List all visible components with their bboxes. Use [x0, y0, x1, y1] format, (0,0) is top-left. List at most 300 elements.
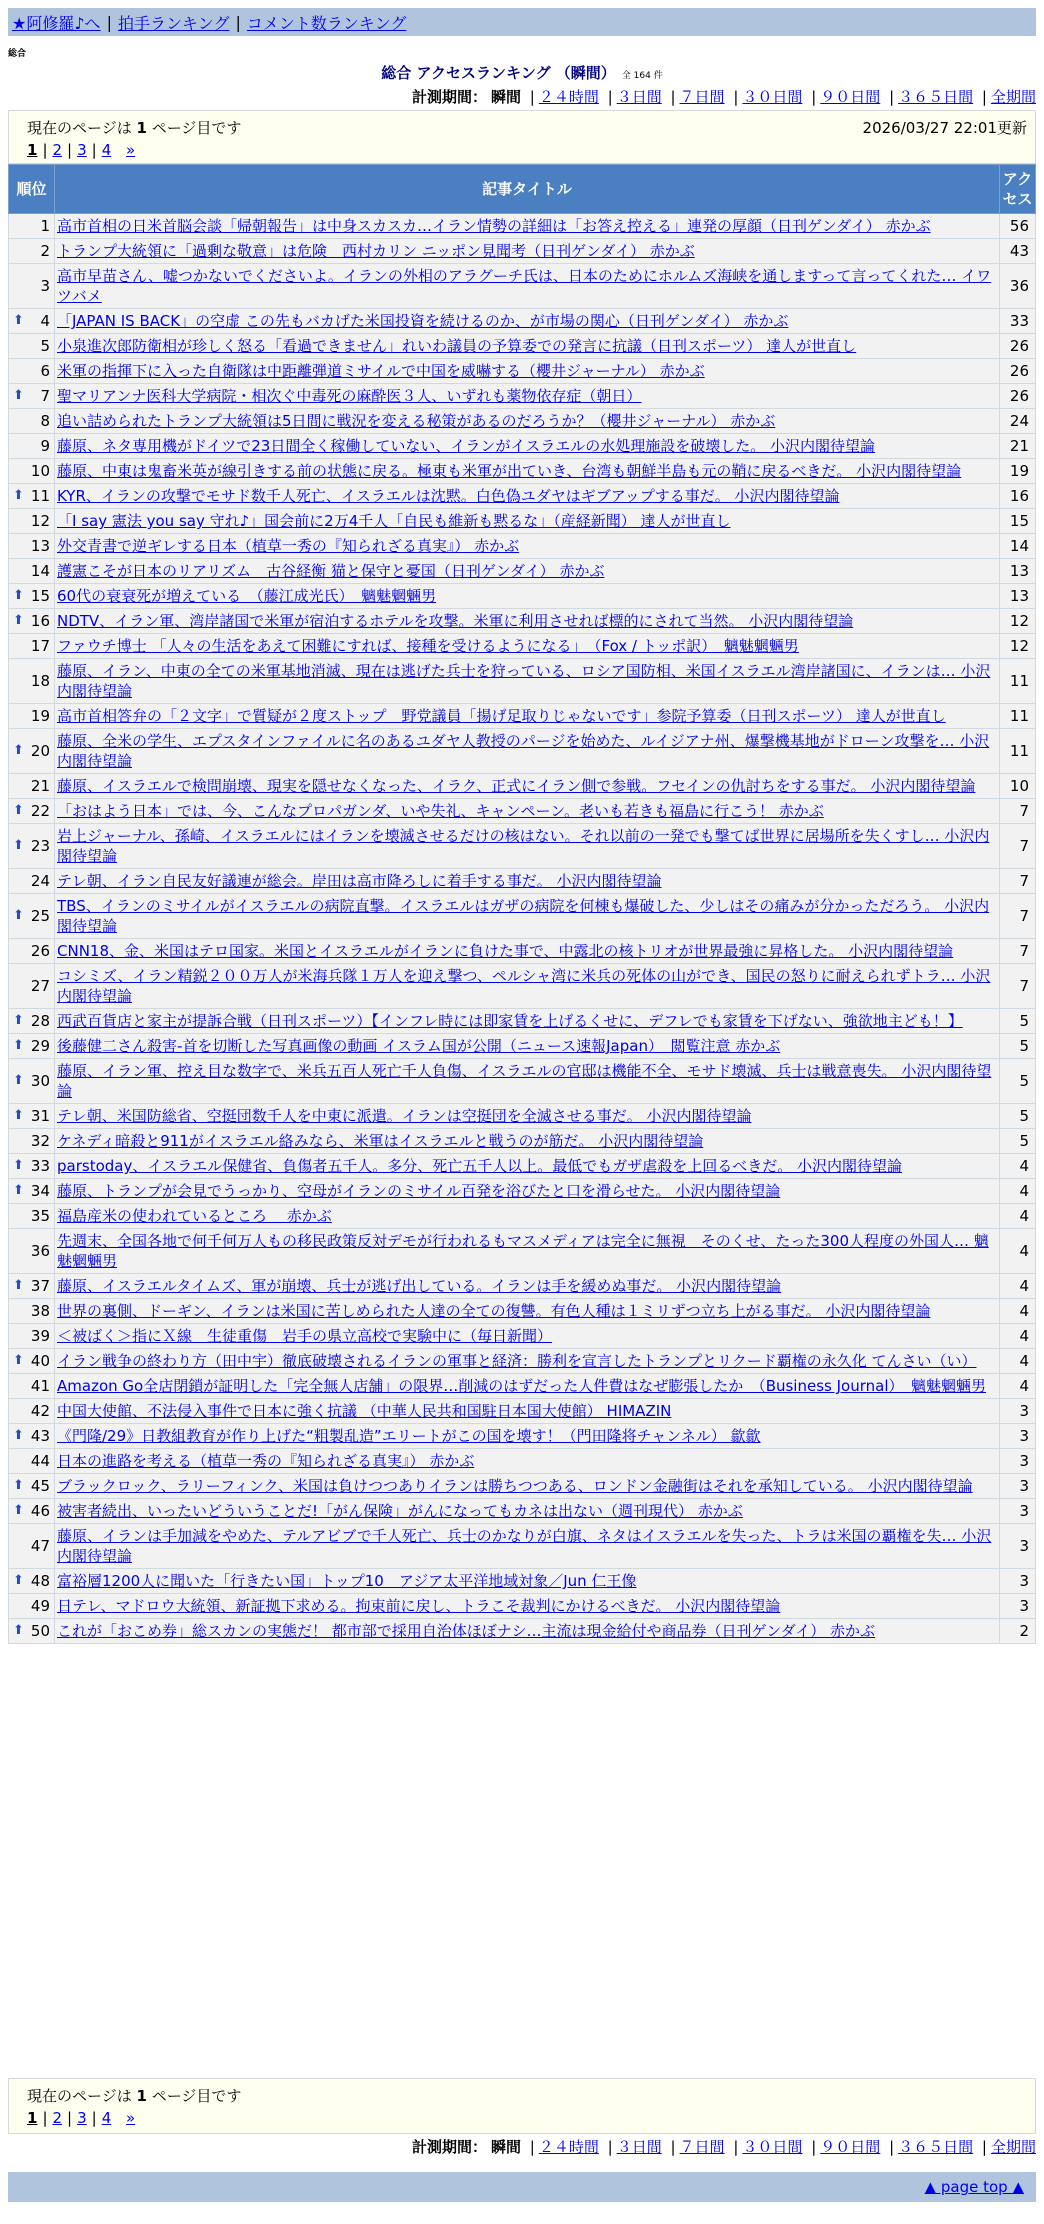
rank-number: 16: [30, 612, 50, 630]
rank-cell: [9, 1569, 55, 1594]
period-90d[interactable]: ９０日間: [820, 88, 881, 106]
page-top-link[interactable]: ▲ page top ▲: [924, 2178, 1024, 2196]
header-title: 記事タイトル: [55, 165, 1000, 214]
title-cell: [55, 1449, 1000, 1474]
rank-cell: [9, 334, 55, 359]
rank-number: 42: [30, 1402, 50, 1420]
page-link-4[interactable]: 4: [101, 141, 112, 159]
access-count: 12: [1000, 634, 1036, 659]
home-link[interactable]: ★阿修羅♪へ: [12, 13, 101, 33]
access-count: 26: [1000, 384, 1036, 409]
access-count: 33: [1000, 309, 1036, 334]
rank-cell: [9, 484, 55, 509]
rank-cell: [9, 609, 55, 634]
rank-cell: [9, 1449, 55, 1474]
title-cell: [55, 359, 1000, 384]
category-label: 総合: [8, 49, 27, 59]
access-count: 14: [1000, 534, 1036, 559]
article-title-link[interactable]: 聖マリアンナ医科大学病院・相次ぐ中毒死の麻酔医３人、いずれも薬物依存症（朝日）: [57, 387, 642, 405]
rank-number: 1: [40, 217, 50, 235]
article-title-link[interactable]: 「おはよう日本」では、今、こんなプロパガンダ、いや失礼、キャンペーン。老いも若きも福島に行こう！ 赤かぶ: [57, 802, 824, 820]
rank-number: 11: [30, 487, 50, 505]
rank-cell: [9, 1104, 55, 1129]
table-row: [9, 1449, 1036, 1474]
table-row: [9, 1499, 1036, 1524]
page-current: 1: [27, 141, 38, 159]
article-title-link[interactable]: 日テレ、マドロウ大統領、新証拠下求める。拘束前に戻し、トラこそ裁判にかけるべきだ。 小沢内閣待望論: [57, 1597, 781, 1615]
title-cell: [55, 799, 1000, 824]
table-row: [9, 1179, 1036, 1204]
clap-ranking-link[interactable]: 拍手ランキング: [117, 13, 230, 33]
period-24h[interactable]: ２４時間: [538, 2138, 599, 2156]
rank-cell: [9, 1374, 55, 1399]
article-title-link[interactable]: 高市早苗さん、嘘つかないでくださいよ。イランの外相のアラグーチ氏は、日本のためにホルムズ海峡を通しますって言ってくれた… イワツバメ: [57, 267, 992, 305]
rank-cell: [9, 1399, 55, 1424]
article-title-link[interactable]: NDTV、イラン軍、湾岸諸国で米軍が宿泊するホテルを攻撃。米軍に利用させれば標的にされて当然。 小沢内閣待望論: [57, 612, 854, 630]
access-count: 2: [1000, 1619, 1036, 1644]
table-row: [9, 774, 1036, 799]
page-links: 1 | 2 | 3 | 4 »: [27, 141, 136, 159]
rank-cell: [9, 384, 55, 409]
access-count: 3: [1000, 1474, 1036, 1499]
table-row: [9, 1524, 1036, 1569]
table-row: [9, 584, 1036, 609]
table-row: [9, 559, 1036, 584]
up-arrow-icon: ⬆: [13, 1073, 24, 1088]
article-title-link[interactable]: 藤原、イスラエルで検問崩壊、現実を隠せなくなった、イラク、正式にイラン側で参戦。フセインの仇討ちをする事だ。 小沢内閣待望論: [57, 777, 976, 795]
article-title-link[interactable]: 日本の進路を考える（植草一秀の『知られざる真実』） 赤かぶ: [57, 1452, 475, 1470]
page-next-link[interactable]: »: [126, 141, 136, 159]
article-title-link[interactable]: 被害者続出、いったいどういうことだ!「がん保険」がんになってもカネは出ない（週刊現代） 赤かぶ: [57, 1502, 743, 1520]
rank-number: 4: [40, 312, 50, 330]
period-365d[interactable]: ３６５日間: [898, 2138, 974, 2156]
access-count: 56: [1000, 214, 1036, 239]
rank-cell: [9, 239, 55, 264]
up-arrow-icon: ⬆: [13, 1428, 24, 1443]
article-title-link[interactable]: 藤原、イラン軍、控え目な数字で、米兵五百人死亡千人負傷、イスラエルの官邸は機能不全、モサド壊滅、兵士は戦意喪失。 小沢内閣待望論: [57, 1062, 992, 1100]
access-count: 4: [1000, 1154, 1036, 1179]
title-cell: [55, 1204, 1000, 1229]
title-cell: [55, 1229, 1000, 1274]
rank-number: 17: [30, 637, 50, 655]
access-count: 7: [1000, 964, 1036, 1009]
rank-cell: [9, 534, 55, 559]
table-row: [9, 1374, 1036, 1399]
up-arrow-icon: ⬆: [13, 1013, 24, 1028]
article-title-link[interactable]: 60代の衰衰死が増えている （藤江成光氏） 魑魅魍魎男: [57, 587, 437, 605]
rank-number: 28: [30, 1012, 50, 1030]
access-count: 26: [1000, 359, 1036, 384]
rank-number: 30: [30, 1072, 50, 1090]
current-page-text: 現在のページは 1 ページ目です: [27, 2087, 242, 2105]
article-title-link[interactable]: 外交青書で逆ギレする日本（植草一秀の『知られざる真実』） 赤かぶ: [57, 537, 520, 555]
article-title-link[interactable]: 小泉進次郎防衛相が珍しく怒る「看過できません」れいわ議員の予算委での発言に抗議（日刊スポーツ） 達人が世直し: [57, 337, 857, 355]
access-count: 12: [1000, 609, 1036, 634]
period-selector-top: 計測期間： 瞬間 | ２４時間 | ３日間 | ７日間 | ３０日間 | ９０日間 | ３６５日間 | 全期間: [411, 88, 1036, 106]
page-title: 総合 アクセスランキング （瞬間）: [381, 64, 616, 82]
up-arrow-icon: ⬆: [13, 1108, 24, 1123]
title-cell: [55, 1569, 1000, 1594]
rank-cell: [9, 1059, 55, 1104]
rank-number: 2: [40, 242, 50, 260]
table-row: [9, 704, 1036, 729]
rank-cell: [9, 894, 55, 939]
article-title-link[interactable]: 西武百貨店と家主が提訴合戦（日刊スポーツ）【インフレ時には即家賃を上げるくせに、デフレでも家賃を下げない、強欲地主ども！】: [57, 1012, 963, 1030]
rank-cell: [9, 359, 55, 384]
period-90d[interactable]: ９０日間: [820, 2138, 881, 2156]
table-row: [9, 434, 1036, 459]
rank-number: 39: [30, 1327, 50, 1345]
access-count: 4: [1000, 1299, 1036, 1324]
up-arrow-icon: ⬆: [13, 1278, 24, 1293]
article-title-link[interactable]: トランプ大統領に「過剰な敬意」は危険 西村カリン ニッポン見聞考（日刊ゲンダイ） 赤かぶ: [57, 242, 695, 260]
table-row: [9, 869, 1036, 894]
up-arrow-icon: ⬆: [13, 803, 24, 818]
access-count: 43: [1000, 239, 1036, 264]
title-cell: [55, 1524, 1000, 1569]
table-row: [9, 534, 1036, 559]
rank-number: 6: [40, 362, 50, 380]
article-title-link[interactable]: コシミズ、イラン精鋭２００万人が米海兵隊１万人を迎え撃つ、ペルシャ湾に米兵の死体の山ができ、国民の怒りに耐えられずトラ… 小沢内閣待望論: [57, 967, 991, 1005]
rank-cell: [9, 869, 55, 894]
title-cell: [55, 1324, 1000, 1349]
table-row: [9, 384, 1036, 409]
article-title-link[interactable]: ケネディ暗殺と911がイスラエル絡みなら、米軍はイスラエルと戦うのが筋だ。 小沢内閣待望論: [57, 1132, 704, 1150]
period-all[interactable]: 全期間: [990, 2138, 1036, 2156]
up-arrow-icon: ⬆: [13, 1183, 24, 1198]
page-current: 1: [27, 2109, 38, 2127]
article-title-link[interactable]: 福島産米の使われているところ 赤かぶ: [57, 1207, 332, 1225]
title-cell: [55, 1349, 1000, 1374]
period-3d[interactable]: ３日間: [616, 2138, 662, 2156]
rank-number: 46: [30, 1502, 50, 1520]
rank-number: 5: [40, 337, 50, 355]
pager-bottom: [8, 2078, 1036, 2134]
rank-cell: [9, 1009, 55, 1034]
rank-number: 9: [40, 437, 50, 455]
table-row: [9, 964, 1036, 1009]
access-count: 4: [1000, 1179, 1036, 1204]
title-cell: [55, 824, 1000, 869]
up-arrow-icon: ⬆: [13, 313, 24, 328]
rank-number: 38: [30, 1302, 50, 1320]
article-title-link[interactable]: 後藤健二さん殺害-首を切断した写真画像の動画 イスラム国が公開（ニュース速報Japan） 閲覧注意 赤かぶ: [57, 1037, 781, 1055]
title-cell: [55, 1374, 1000, 1399]
rank-cell: [9, 1324, 55, 1349]
table-row: [9, 1229, 1036, 1274]
up-arrow-icon: ⬆: [13, 1353, 24, 1368]
access-count: 7: [1000, 869, 1036, 894]
table-row: [9, 1034, 1036, 1059]
page-next-link[interactable]: »: [126, 2109, 136, 2127]
article-title-link[interactable]: 世界の裏側、ドーギン、イランは米国に苦しめられた人達の全ての復讐。有色人種は１ミリずつ立ち上がる事だ。 小沢内閣待望論: [57, 1302, 931, 1320]
rank-number: 31: [30, 1107, 50, 1125]
title-cell: [55, 384, 1000, 409]
current-page-text: 現在のページは 1 ページ目です: [27, 119, 242, 137]
rank-number: 23: [30, 837, 50, 855]
page-links: 1 | 2 | 3 | 4 »: [27, 2109, 136, 2127]
rank-number: 18: [30, 672, 50, 690]
title-cell: [55, 484, 1000, 509]
article-title-link[interactable]: ブラックロック、ラリーフィンク、米国は負けつつありイランは勝ちつつある、ロンドン金融街はそれを承知している。 小沢内閣待望論: [57, 1477, 973, 1495]
article-title-link[interactable]: テレ朝、イラン自民友好議連が総会。岸田は高市降ろしに着手する事だ。 小沢内閣待望論: [57, 872, 662, 890]
title-cell: [55, 309, 1000, 334]
title-cell: [55, 1619, 1000, 1644]
rank-number: 14: [30, 562, 50, 580]
access-count: 3: [1000, 1449, 1036, 1474]
article-title-link[interactable]: 《門隆/29》日教組教育が作り上げた“粗製乱造”エリートがこの国を壊す！（門田隆将チャンネル） 歙歙: [57, 1427, 761, 1445]
table-row: [9, 1009, 1036, 1034]
table-row: [9, 1594, 1036, 1619]
rank-number: 7: [40, 387, 50, 405]
up-arrow-icon: ⬆: [13, 1158, 24, 1173]
article-title-link[interactable]: 藤原、中東は鬼畜米英が線引きする前の状態に戻る。極東も米軍が出ていき、台湾も朝鮮半島も元の鞘に戻るべきだ。 小沢内閣待望論: [57, 462, 962, 480]
article-title-link[interactable]: 岩上ジャーナル、孫崎、イスラエルにはイランを壊滅させるだけの核はない。それ以前の一発でも撃てば世界に居場所を失くすし… 小沢内閣待望論: [57, 827, 990, 865]
rank-number: 3: [40, 277, 50, 295]
rank-number: 50: [30, 1622, 50, 1640]
rank-cell: [9, 309, 55, 334]
table-row: [9, 264, 1036, 309]
access-count: 4: [1000, 1229, 1036, 1274]
period-30d[interactable]: ３０日間: [742, 2138, 803, 2156]
access-count: 5: [1000, 1129, 1036, 1154]
access-count: 5: [1000, 1009, 1036, 1034]
rank-number: 25: [30, 907, 50, 925]
access-count: 13: [1000, 584, 1036, 609]
rank-number: 12: [30, 512, 50, 530]
top-nav-bar: [8, 8, 1036, 36]
period-7d[interactable]: ７日間: [679, 2138, 725, 2156]
article-title-link[interactable]: Amazon Go全店閉鎖が証明した「完全無人店舗」の限界…削減のはずだった人件費はなぜ膨張したか （Business Journal） 魑魅魍魎男: [57, 1377, 986, 1395]
period-all[interactable]: 全期間: [990, 88, 1036, 106]
rank-number: 20: [30, 742, 50, 760]
title-cell: [55, 239, 1000, 264]
table-row: [9, 824, 1036, 869]
table-row: [9, 729, 1036, 774]
title-cell: [55, 559, 1000, 584]
period-7d[interactable]: ７日間: [679, 88, 725, 106]
article-title-link[interactable]: 米軍の指揮下に入った自衛隊は中距離弾道ミサイルで中国を威嚇する（櫻井ジャーナル） 赤かぶ: [57, 362, 705, 380]
access-count: 7: [1000, 799, 1036, 824]
nav-separator: |: [106, 12, 112, 32]
rank-cell: [9, 409, 55, 434]
article-title-link[interactable]: 護憲こそが日本のリアリズム 古谷経衡 猫と保守と憂国（日刊ゲンダイ） 赤かぶ: [57, 562, 605, 580]
rank-cell: [9, 584, 55, 609]
period-365d[interactable]: ３６５日間: [898, 88, 974, 106]
rank-number: 48: [30, 1572, 50, 1590]
table-row: [9, 1274, 1036, 1299]
rank-cell: [9, 1349, 55, 1374]
article-title-link[interactable]: 追い詰められたトランプ大統領は5日間に戦況を変える秘策があるのだろうか？（櫻井ジャーナル） 赤かぶ: [57, 412, 776, 430]
period-3d[interactable]: ３日間: [616, 88, 662, 106]
access-count: 24: [1000, 409, 1036, 434]
period-label: 計測期間：: [411, 88, 487, 106]
rank-cell: [9, 1204, 55, 1229]
up-arrow-icon: ⬆: [13, 588, 24, 603]
rank-cell: [9, 774, 55, 799]
rank-number: 40: [30, 1352, 50, 1370]
title-cell: [55, 774, 1000, 799]
article-title-link[interactable]: TBS、イランのミサイルがイスラエルの病院直撃。イスラエルはガザの病院を何棟も爆破した、少しはその痛みが分かっただろう。 小沢内閣待望論: [57, 897, 990, 935]
article-title-link[interactable]: 富裕層1200人に聞いた「行きたい国」トップ10 アジア太平洋地域対象／Jun 仁王像: [57, 1572, 637, 1590]
rank-cell: [9, 1299, 55, 1324]
access-count: 4: [1000, 1324, 1036, 1349]
up-arrow-icon: ⬆: [13, 1503, 24, 1518]
rank-number: 29: [30, 1037, 50, 1055]
access-count: 3: [1000, 1399, 1036, 1424]
access-count: 7: [1000, 939, 1036, 964]
page-link-3[interactable]: 3: [77, 141, 87, 159]
page-link-3[interactable]: 3: [77, 2109, 87, 2127]
table-row: [9, 484, 1036, 509]
article-title-link[interactable]: 藤原、イランは手加減をやめた、テルアビブで千人死亡、兵士のかなりが白旗、ネタはイスラエルを失った、トラは米国の覇権を失… 小沢内閣待望論: [57, 1527, 992, 1565]
title-cell: [55, 609, 1000, 634]
title-cell: [55, 729, 1000, 774]
article-title-link[interactable]: イラン戦争の終わり方（田中宇）徹底破壊されるイランの軍事と経済：勝利を宣言したトランプとリクード覇権の永久化 てんさい（い）: [57, 1352, 977, 1370]
footer-bar: [8, 2172, 1036, 2202]
rank-cell: [9, 1179, 55, 1204]
up-arrow-icon: ⬆: [13, 388, 24, 403]
table-row: [9, 409, 1036, 434]
up-arrow-icon: ⬆: [13, 1478, 24, 1493]
article-title-link[interactable]: 藤原、全米の学生、エプスタインファイルに名のあるユダヤ人教授のパージを始めた、ルイジアナ州、爆撃機基地がドローン攻撃を… 小沢内閣待望論: [57, 732, 990, 770]
total-count: 全 164 件: [621, 71, 663, 81]
article-title-link[interactable]: KYR、イランの攻撃でモサド数千人死亡、イスラエルは沈黙。白色偽ユダヤはギブアップする事だ。 小沢内閣待望論: [57, 487, 840, 505]
article-title-link[interactable]: 藤原、イラン、中東の全ての米軍基地消滅、現在は逃げた兵士を狩っている、ロシア国防相、米国イスラエル湾岸諸国に、イランは… 小沢内閣待望論: [57, 662, 991, 700]
rank-number: 19: [30, 707, 50, 725]
rank-number: 10: [30, 462, 50, 480]
title-cell: [55, 1129, 1000, 1154]
table-row: [9, 309, 1036, 334]
period-current: 瞬間: [490, 88, 521, 106]
access-count: 11: [1000, 704, 1036, 729]
table-row: [9, 334, 1036, 359]
rank-number: 22: [30, 802, 50, 820]
title-cell: [55, 1034, 1000, 1059]
period-current: 瞬間: [490, 2138, 521, 2156]
title-cell: [55, 1104, 1000, 1129]
access-count: 36: [1000, 264, 1036, 309]
table-row: [9, 894, 1036, 939]
article-title-link[interactable]: CNN18、金、米国はテロ国家。米国とイスラエルがイランに負けた事で、中露北の核トリオが世界最強に昇格した。 小沢内閣待望論: [57, 942, 954, 960]
rank-number: 35: [30, 1207, 50, 1225]
title-cell: [55, 1009, 1000, 1034]
up-arrow-icon: ⬆: [13, 838, 24, 853]
title-cell: [55, 659, 1000, 704]
rank-cell: [9, 1229, 55, 1274]
article-title-link[interactable]: ファウチ博士 「人々の生活をあえて困難にすれば、接種を受けるようになる」 （Fox / トッポ訳） 魑魅魍魎男: [57, 637, 799, 655]
comment-ranking-link[interactable]: コメント数ランキング: [246, 13, 407, 33]
article-title-link[interactable]: 中国大使館、不法侵入事件で日本に強く抗議 （中華人民共和国駐日本国大使館） HIMAZIN: [57, 1402, 672, 1420]
rank-cell: [9, 634, 55, 659]
access-count: 26: [1000, 334, 1036, 359]
rank-cell: [9, 659, 55, 704]
table-row: [9, 659, 1036, 704]
title-cell: [55, 409, 1000, 434]
title-cell: [55, 1399, 1000, 1424]
rank-cell: [9, 1524, 55, 1569]
title-cell: [55, 634, 1000, 659]
table-row: [9, 799, 1036, 824]
period-30d[interactable]: ３０日間: [742, 88, 803, 106]
access-count: 3: [1000, 1499, 1036, 1524]
article-title-link[interactable]: 「JAPAN IS BACK」の空虚 この先もバカげた米国投資を続けるのか、が市場の関心（日刊ゲンダイ） 赤かぶ: [57, 312, 789, 330]
title-cell: [55, 534, 1000, 559]
title-cell: [55, 264, 1000, 309]
rank-cell: [9, 1619, 55, 1644]
article-title-link[interactable]: 高市首相の日米首脳会談「帰朝報告」は中身スカスカ…イラン情勢の詳細は「お答え控える」連発の厚顔（日刊ゲンダイ） 赤かぶ: [57, 217, 931, 235]
up-arrow-icon: ⬆: [13, 1623, 24, 1638]
title-cell: [55, 894, 1000, 939]
rank-number: 33: [30, 1157, 50, 1175]
table-row: [9, 1154, 1036, 1179]
access-count: 7: [1000, 894, 1036, 939]
page-link-4[interactable]: 4: [101, 2109, 112, 2127]
access-count: 5: [1000, 1034, 1036, 1059]
table-row: [9, 214, 1036, 239]
table-row: [9, 1129, 1036, 1154]
title-cell: [55, 1499, 1000, 1524]
updated-timestamp: 2026/03/27 22:01更新: [862, 119, 1027, 137]
access-count: 7: [1000, 824, 1036, 869]
ranking-table-body: [9, 214, 1036, 1644]
access-count: 19: [1000, 459, 1036, 484]
up-arrow-icon: ⬆: [13, 1573, 24, 1588]
article-title-link[interactable]: テレ朝、米国防総省、空挺団数千人を中東に派遣。イランは空挺団を全滅させる事だ。 小沢内閣待望論: [57, 1107, 752, 1125]
page-link-2[interactable]: 2: [52, 141, 63, 159]
page-link-2[interactable]: 2: [52, 2109, 63, 2127]
rank-number: 36: [30, 1242, 50, 1260]
access-count: 11: [1000, 659, 1036, 704]
title-cell: [55, 704, 1000, 729]
header-count: アクセス: [1000, 165, 1036, 214]
rank-cell: [9, 704, 55, 729]
article-title-link[interactable]: 藤原、イスラエルタイムズ、軍が崩壊、兵士が逃げ出している。イランは手を緩めぬ事だ。 小沢内閣待望論: [57, 1277, 782, 1295]
article-title-link[interactable]: 「I say 憲法 you say 守れ♪」国会前に2万4千人「自民も維新も黙るな」（産経新聞） 達人が世直し: [57, 512, 731, 530]
title-cell: [55, 939, 1000, 964]
article-title-link[interactable]: 藤原、トランプが会見でうっかり、空母がイランのミサイル百発を浴びたと口を滑らせた。 小沢内閣待望論: [57, 1182, 781, 1200]
rank-number: 21: [30, 777, 50, 795]
access-count: 4: [1000, 1204, 1036, 1229]
up-arrow-icon: ⬆: [13, 488, 24, 503]
table-row: [9, 1059, 1036, 1104]
table-row: [9, 1204, 1036, 1229]
period-24h[interactable]: ２４時間: [538, 88, 599, 106]
rank-cell: [9, 1154, 55, 1179]
rank-cell: [9, 1594, 55, 1619]
title-cell: [55, 1059, 1000, 1104]
table-row: [9, 359, 1036, 384]
rank-number: 24: [30, 872, 50, 890]
rank-number: 44: [30, 1452, 50, 1470]
table-row: [9, 1619, 1036, 1644]
access-count: 15: [1000, 509, 1036, 534]
table-row: [9, 1299, 1036, 1324]
article-title-link[interactable]: これが「おこめ券」総スカンの実態だ！ 都市部で採用自治体ほぼナシ…主流は現金給付や商品券（日刊ゲンダイ） 赤かぶ: [57, 1622, 876, 1640]
article-title-link[interactable]: ＜被ばく＞指にＸ線 生徒重傷 岩手の県立高校で実験中に（毎日新聞）: [57, 1327, 553, 1345]
article-title-link[interactable]: 藤原、ネタ専用機がドイツで23日間全く稼働していない、イランがイスラエルの水処理施設を破壊した。 小沢内閣待望論: [57, 437, 875, 455]
table-row: [9, 1569, 1036, 1594]
article-title-link[interactable]: 高市首相答弁の「２文字」で質疑が２度ストップ 野党議員「揚げ足取りじゃないです」参院予算委（日刊スポーツ） 達人が世直し: [57, 707, 946, 725]
article-title-link[interactable]: parstoday、イスラエル保健省、負傷者五千人。多分、死亡五千人以上。最低でもガザ虐殺を上回るべきだ。 小沢内閣待望論: [57, 1157, 902, 1175]
article-title-link[interactable]: 先週末、全国各地で何千何万人もの移民政策反対デモが行われるもマスメディアは完全に無視 そのくせ、たった300人程度の外国人… 魑魅魍魎男: [57, 1232, 989, 1270]
rank-number: 45: [30, 1477, 50, 1495]
rank-cell: [9, 1034, 55, 1059]
access-count: 3: [1000, 1524, 1036, 1569]
access-count: 21: [1000, 434, 1036, 459]
table-row: [9, 1399, 1036, 1424]
access-count: 4: [1000, 1349, 1036, 1374]
